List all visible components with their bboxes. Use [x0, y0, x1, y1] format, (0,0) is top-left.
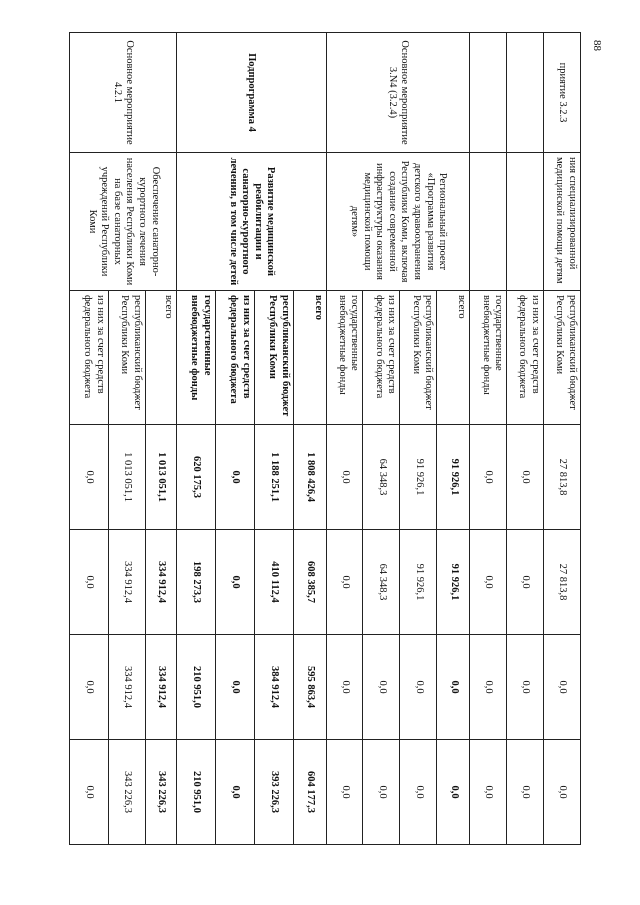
cell-value: 1 808 426,4 [293, 425, 326, 530]
cell-source: из них за счет средств федерального бюджета [363, 291, 400, 425]
cell-value: 0,0 [400, 740, 437, 845]
cell-title [507, 153, 544, 291]
cell-code: приятие 3.2.3 [544, 33, 581, 153]
cell-source: из них за счет средств федерального бюджета [215, 291, 254, 425]
cell-value: 64 348,3 [363, 425, 400, 530]
cell-source: из них за счет средств федерального бюджета [70, 291, 109, 425]
cell-value: 0,0 [507, 635, 544, 740]
cell-title: Развитие медицинской реабилитации и санаторно-курортного лечения, в том числе детей [176, 153, 326, 291]
cell-value: 0,0 [326, 530, 363, 635]
cell-value: 620 175,3 [176, 425, 215, 530]
cell-title [470, 153, 507, 291]
cell-source: республиканский бюджет Республики Коми [109, 291, 146, 425]
cell-value: 91 926,1 [437, 425, 470, 530]
cell-value: 0,0 [363, 740, 400, 845]
cell-source: республиканский бюджет Республики Коми [400, 291, 437, 425]
cell-value: 0,0 [326, 635, 363, 740]
cell-value: 0,0 [215, 425, 254, 530]
cell-value: 0,0 [70, 740, 109, 845]
cell-value: 334 912,4 [109, 530, 146, 635]
cell-value: 0,0 [470, 635, 507, 740]
table-row [437, 33, 470, 845]
table-row [507, 33, 544, 845]
cell-value: 0,0 [326, 740, 363, 845]
cell-source: всего [437, 291, 470, 425]
cell-value: 0,0 [470, 530, 507, 635]
cell-value: 0,0 [70, 635, 109, 740]
cell-value: 91 926,1 [437, 530, 470, 635]
cell-code: Основное мероприятие 3.N4 (3.2.4) [326, 33, 470, 153]
cell-value: 1 013 051,1 [109, 425, 146, 530]
cell-value: 91 926,1 [400, 530, 437, 635]
table-row [145, 33, 176, 845]
cell-value: 384 912,4 [254, 635, 293, 740]
cell-value: 334 912,4 [145, 530, 176, 635]
cell-value: 604 177,3 [293, 740, 326, 845]
cell-value: 27 813,8 [544, 530, 581, 635]
table-row [293, 33, 326, 845]
cell-source: всего [145, 291, 176, 425]
cell-value: 0,0 [507, 530, 544, 635]
cell-value: 1 013 051,1 [145, 425, 176, 530]
cell-value: 64 348,3 [363, 530, 400, 635]
cell-value: 198 273,3 [176, 530, 215, 635]
cell-value: 410 112,4 [254, 530, 293, 635]
budget-table-rotated [69, 32, 581, 844]
cell-value: 0,0 [437, 635, 470, 740]
cell-source: государственные внебюджетные фонды [470, 291, 507, 425]
cell-value: 0,0 [215, 740, 254, 845]
cell-source: из них за счет средств федерального бюджета [507, 291, 544, 425]
cell-value: 0,0 [326, 425, 363, 530]
cell-title: ния специализированной медицинской помощи детям [544, 153, 581, 291]
table-row [544, 33, 581, 845]
page-number: 88 [591, 40, 603, 51]
cell-value: 0,0 [470, 740, 507, 845]
cell-value: 0,0 [215, 530, 254, 635]
cell-value: 0,0 [507, 425, 544, 530]
cell-value: 608 385,7 [293, 530, 326, 635]
cell-value: 343 226,3 [109, 740, 146, 845]
cell-value: 0,0 [544, 635, 581, 740]
cell-title: Региональный проект «Программа развития детского здравоохранения Республики Коми, включая создание современной инфраструктуры оказания медицинской помощи детям» [326, 153, 470, 291]
cell-source: республиканский бюджет Республики Коми [544, 291, 581, 425]
cell-value: 1 188 251,1 [254, 425, 293, 530]
cell-value: 0,0 [70, 530, 109, 635]
cell-value: 0,0 [400, 635, 437, 740]
cell-source: государственные внебюджетные фонды [326, 291, 363, 425]
cell-title: Обеспечение санаторно-курортного лечения населения Республики Коми на базе санаторных учреждений Республики Коми [70, 153, 177, 291]
cell-value: 0,0 [215, 635, 254, 740]
cell-code: Основное мероприятие 4.2.1 [70, 33, 177, 153]
cell-value: 0,0 [70, 425, 109, 530]
cell-value: 334 912,4 [145, 635, 176, 740]
cell-source: государственные внебюджетные фонды [176, 291, 215, 425]
table-row [470, 33, 507, 845]
cell-code: Подпрограмма 4 [176, 33, 326, 153]
cell-code [470, 33, 507, 153]
budget-table [69, 32, 581, 845]
cell-value: 343 226,3 [145, 740, 176, 845]
cell-value: 27 813,8 [544, 425, 581, 530]
cell-value: 0,0 [470, 425, 507, 530]
cell-value: 393 226,3 [254, 740, 293, 845]
cell-value: 91 926,1 [400, 425, 437, 530]
cell-value: 0,0 [363, 635, 400, 740]
cell-value: 0,0 [437, 740, 470, 845]
cell-source: всего [293, 291, 326, 425]
cell-value: 0,0 [544, 740, 581, 845]
cell-value: 210 951,0 [176, 740, 215, 845]
cell-value: 210 951,0 [176, 635, 215, 740]
cell-value: 595 863,4 [293, 635, 326, 740]
cell-value: 0,0 [507, 740, 544, 845]
cell-code [507, 33, 544, 153]
cell-source: республиканский бюджет Республики Коми [254, 291, 293, 425]
cell-value: 334 912,4 [109, 635, 146, 740]
